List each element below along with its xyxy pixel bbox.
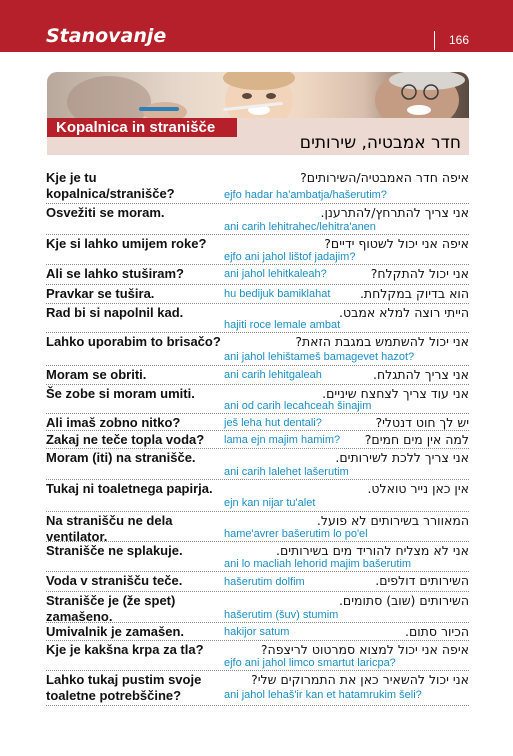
phrase-slovene: Moram (iti) na stranišče. [46, 450, 196, 465]
phrase-hebrew: אני צריך ללכת לשירותים. [335, 450, 469, 465]
phrase-transliteration: ješ leha hut dentali? [224, 417, 322, 429]
phrase-slovene: Moram se obriti. [46, 367, 147, 382]
phrase-row [46, 543, 469, 572]
phrase-slovene: Lahko uporabim to brisačo? [46, 334, 221, 349]
phrase-row [46, 367, 469, 385]
phrase-row [46, 624, 469, 641]
phrase-slovene: Lahko tukaj pustim svoje toaletne potrebščine? [46, 672, 202, 703]
phrase-hebrew: השירותים (שוב) סתומים. [338, 593, 469, 608]
page-header [0, 0, 513, 52]
phrase-row [46, 432, 469, 449]
phrase-hebrew: איפה אני יכול לשטוף ידיים? [324, 236, 469, 251]
phrase-slovene: Osvežiti se moram. [46, 205, 165, 220]
phrase-hebrew: הוא בדיוק במקלחת. [359, 286, 469, 301]
phrase-transliteration: hajiti roce lemale ambat [224, 319, 341, 331]
phrase-transliteration: hakijor satum [224, 626, 290, 638]
phrase-hebrew: אני יכול להשתמש במגבת הזאת? [295, 334, 469, 349]
phrase-hebrew: איפה חדר האמבטיה/השירותים? [300, 170, 469, 185]
phrase-slovene: Na stranišču ne dela ventilator. [46, 513, 173, 544]
phrase-transliteration: ejn kan nijar tu'alet [224, 497, 316, 509]
phrase-transliteration: ejfo hadar ha'ambatja/hašerutim? [224, 189, 387, 201]
phrase-slovene: Zakaj ne teče topla voda? [46, 432, 205, 447]
phrase-row [46, 286, 469, 304]
phrase-transliteration: ani od carih lecahceah šinajim [224, 400, 372, 412]
phrase-transliteration: hašerutim (šuv) stumim [224, 609, 339, 621]
phrase-hebrew: אין כאן נייר טואלט. [367, 481, 469, 496]
phrase-hebrew: אני צריך להתגלח. [373, 367, 469, 382]
phrase-row [46, 513, 469, 542]
phrase-row [46, 450, 469, 480]
phrase-transliteration: ejfo ani jahol limco smartut laricpa? [224, 657, 396, 669]
phrase-hebrew: אני עוד צריך לצחצח שיניים. [322, 386, 469, 401]
phrase-transliteration: lama ejn majim hamim? [224, 434, 341, 446]
section-title-hebrew: חדר אמבטיה, שירותים [299, 133, 461, 153]
phrase-slovene: Ali se lahko stuširam? [46, 266, 184, 281]
bathroom-photo [47, 72, 469, 118]
section-title-band [47, 118, 237, 137]
phrase-row [46, 170, 469, 204]
phrase-row [46, 334, 469, 366]
page-number: 166 [449, 33, 470, 47]
phrase-slovene: Voda v stranišču teče. [46, 573, 183, 588]
phrase-transliteration: hame'avrer bašerutim lo po'el [224, 528, 368, 540]
phrase-row [46, 236, 469, 265]
phrase-slovene: Stranišče je (že spet) zamašeno. [46, 593, 176, 624]
phrase-transliteration: ani carih lalehet lašerutim [224, 466, 349, 478]
phrase-slovene: Kje je kakšna krpa za tla? [46, 642, 204, 657]
header-divider [434, 31, 435, 50]
phrase-row [46, 573, 469, 592]
phrase-slovene: Rad bi si napolnil kad. [46, 305, 184, 320]
phrase-hebrew: הייתי רוצה למלא אמבט. [339, 305, 469, 320]
phrase-slovene: Še zobe si moram umiti. [46, 386, 195, 401]
phrase-transliteration: ani carih lehitgaleah [224, 369, 322, 381]
phrase-hebrew: הכיור סתום. [404, 624, 469, 639]
phrase-transliteration: ani jahol lehištameš bamagevet hazot? [224, 351, 415, 363]
phrase-slovene: Tukaj ni toaletnega papirja. [46, 481, 213, 496]
phrase-transliteration: ani lo macliah lehorid majim bašerutim [224, 558, 412, 570]
phrase-hebrew: השירותים דולפים. [375, 573, 469, 588]
phrase-row [46, 593, 469, 623]
phrase-row [46, 481, 469, 512]
phrase-row [46, 266, 469, 285]
phrase-transliteration: hu bedijuk bamiklahat [224, 288, 331, 300]
phrase-row [46, 672, 469, 706]
section-title-slovene: Kopalnica in stranišče [56, 119, 216, 136]
phrase-hebrew: אני יכול להשאיר כאן את התמרוקים שלי? [251, 672, 469, 687]
phrase-hebrew: המאוורר בשירותים לא פועל. [316, 513, 469, 528]
phrase-hebrew: אני יכול להתקלח? [370, 266, 469, 281]
phrase-hebrew: אני לא מצליח להוריד מים בשירותים. [275, 543, 469, 558]
phrase-hebrew: יש לך חוט דנטלי? [375, 415, 469, 430]
phrase-slovene: Kje si lahko umijem roke? [46, 236, 207, 251]
phrase-hebrew: איפה אני יכול למצוא סמרטוט לריצפה? [260, 642, 469, 657]
chapter-title: Stanovanje [46, 25, 167, 47]
phrase-row [46, 415, 469, 431]
phrase-slovene: Umivalnik je zamašen. [46, 624, 185, 639]
phrase-hebrew: אני צריך להתרחץ/להתרענן. [320, 205, 469, 220]
phrase-row [46, 386, 469, 414]
section-heading [47, 118, 469, 155]
phrase-row [46, 205, 469, 235]
phrase-slovene: Pravkar se tuširа. [46, 286, 155, 301]
phrase-slovene: Ali imaš zobno nitko? [46, 415, 181, 430]
phrase-slovene: Stranišče ne splakuje. [46, 543, 183, 558]
phrase-transliteration: ejfo ani jahol lištof jadajim? [224, 251, 356, 263]
phrase-row [46, 305, 469, 333]
phrase-transliteration: hašerutim dolfim [224, 576, 305, 588]
phrase-transliteration: ani carih lehitrahec/lehitra'anen [224, 221, 376, 233]
phrase-transliteration: ani jahol lehitkaleah? [224, 268, 327, 280]
phrase-transliteration: ani jahol lehaš'ir kan et hatamrukim šeli? [224, 689, 422, 701]
phrase-row [46, 642, 469, 671]
phrase-hebrew: למה אין מים חמים? [364, 432, 469, 447]
phrase-slovene: Kje je tu kopalnica/stranišče? [46, 170, 175, 201]
